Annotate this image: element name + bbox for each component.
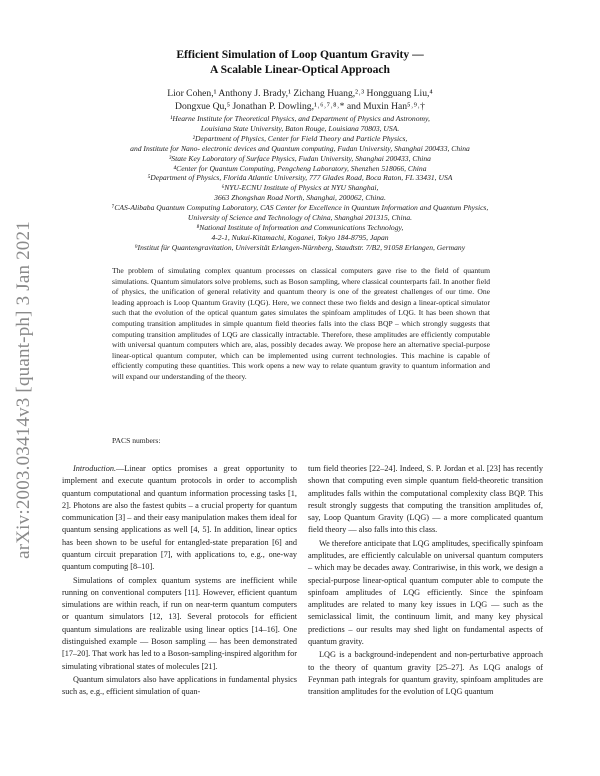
body-paragraph: Quantum simulators also have applications in fundamental physics such as, e.g., efficient simulation of quan-: [62, 674, 297, 697]
arxiv-stamp-text: arXiv:2003.03414v3 [quant-ph] 3 Jan 2021: [13, 221, 34, 559]
affiliation-line: ⁹Institut für Quantengravitation, Universität Erlangen-Nürnberg, Staudtstr. 7/B2, 91058 Erlangen, Germany: [134, 242, 466, 252]
paper-title: [60, 48, 540, 77]
body-paragraph: LQG is a background-independent and non-perturbative approach to the theory of quantum gravity [25–27]. As LQG analogs of Feynman path integrals for quantum gravity, spinfoam amplitudes are transition amplitudes for the evolution of LQG quantum: [308, 650, 543, 697]
paper-title-line-2: A Scalable Linear-Optical Approach: [209, 62, 391, 76]
affiliation-line: and Institute for Nano- electronic devices and Quantum computing, Fudan University, Shanghai 200433, China: [130, 143, 470, 153]
left-column: [62, 463, 297, 698]
affiliation-line: ²Department of Physics, Center for Field Theory and Particle Physics,: [192, 133, 408, 143]
author-line-1: Lior Cohen,¹ Anthony J. Brady,¹ Zichang Huang,²˒³ Hongguang Liu,⁴: [167, 88, 433, 99]
affiliation-line: ³State Key Laboratory of Surface Physics, Fudan University, Shanghai 200433, China: [169, 153, 431, 163]
affiliation-line: ⁶NYU-ECNU Institute of Physics at NYU Shanghai,: [221, 183, 379, 193]
affiliation-line: University of Science and Technology of China, Shanghai 201315, China.: [187, 213, 413, 223]
body-paragraph: We therefore anticipate that LQG amplitudes, specifically spinfoam amplitudes, are efficiently calculable on universal quantum computers – which may be decades away. Contrariwise, in this work, we design a special-purpose linear-optical quantum computer able to compute the spinfoam amplitudes of LQG efficiently. Since the spinfoam amplitudes are related to many key issues in LQG — such as the semiclassical limit, the continuum limit, and many key physical predictions – our results may shed light on fundamental aspects of quantum gravity.: [308, 538, 543, 646]
abstract: The problem of simulating complex quantum processes on classical computers gave rise to the field of quantum simulations. Quantum simulators solve problems, such as Boson sampling, where classical counterparts fail. In another field of physics, the unification of general relativity and quantum theory is one of the greatest challenges of our time. One leading approach is Loop Quantum Gravity (LQG). Here, we connect these two fields and design a linear-optical simulator such that the evolution of the optical quantum gates simulates the spinfoam amplitudes of LQG. It has been shown that computing transition amplitudes in simple quantum field theories falls into the class BQP – which strongly suggests that computing transition amplitudes of LQG are classically intractable. Therefore, these amplitudes are efficiently computable with universal quantum computers which are, alas, possibly decades away. We propose here an alternative special-purpose linear-optical quantum computer, which can be implemented using current technologies. This machine is capable of efficiently computing these quantities. This work opens a new way to relate quantum gravity to quantum information and will expand our understanding of the theory.: [112, 266, 490, 381]
pacs-numbers: PACS numbers:: [112, 436, 161, 445]
affiliation-line: ¹Hearne Institute for Theoretical Physics, and Department of Physics and Astronomy,: [170, 114, 430, 123]
affiliation-line: 3663 Zhongshan Road North, Shanghai, 200062, China.: [214, 193, 386, 203]
affiliation-list: [60, 114, 540, 253]
intro-text: —Linear optics promises a great opportunity to implement and execute quantum protocols in order to accomplish quantum computational and quantum information processing tasks [1, 2]. Photons are also the fastest qubits – a crucial property for quantum communication [3] – and their easy manipulation makes them ideal for quantum sensing applications as well [4, 5]. In addition, linear optics has been shown to be useful for entangled-state preparation [6] and quantum circuit preparation [7], with applications to, e.g., one-way quantum computing [8–10].: [62, 464, 297, 572]
body-paragraph: Simulations of complex quantum systems are inefficient while running on conventional computers [11]. However, efficient quantum simulations are within reach, if run on near-term quantum computers or quantum simulators [12, 13]. Several protocols for efficient quantum simulations are realizable using linear optics [14–16]. One distinguished example — Boson sampling — has been demonstrated [17–20]. That work has led to a Boson-sampling-inspired algorithm for simulating vibrational states of molecules [21].: [62, 575, 297, 671]
affiliation-line: ⁸National Institute of Information and Communications Technology,: [196, 222, 404, 232]
intro-paragraph: [62, 463, 297, 574]
paper-title-line-1: Efficient Simulation of Loop Quantum Gravity —: [176, 48, 424, 61]
affiliation-line: Louisiana State University, Baton Rouge, Louisiana 70803, USA.: [200, 123, 400, 133]
body-paragraph-continued: tum field theories [22–24]. Indeed, S. P. Jordan et al. [23] has recently shown that computing even simple quantum field-theoretic transition amplitudes falls within the computational complexity class BQP. This result strongly suggests that computing the transition amplitudes of, say, Loop Quantum Gravity (LQG) — a more complicated quantum field theory — also falls into this class.: [308, 464, 543, 535]
intro-label: Introduction.: [73, 464, 117, 473]
author-list: [60, 87, 540, 113]
affiliation-line: ⁷CAS-Alibaba Quantum Computing Laboratory, CAS Center for Excellence in Quantum Information and Quantum Physics,: [111, 203, 489, 213]
author-line-2: Dongxue Qu,⁵ Jonathan P. Dowling,¹˒⁶˒⁷˒⁸˒* and Muxin Han⁵˒⁹˒†: [175, 101, 425, 112]
right-column: [308, 463, 543, 698]
arxiv-stamp: [2, 195, 46, 585]
affiliation-line: 4-2-1, Nukui-Kitamachi, Koganei, Tokyo 184-8795, Japan: [211, 232, 389, 242]
affiliation-line: ⁴Center for Quantum Computing, Pengcheng Laboratory, Shenzhen 518066, China: [173, 163, 427, 173]
affiliation-line: ⁵Department of Physics, Florida Atlantic University, 777 Glades Road, Boca Raton, FL 33431, USA: [147, 173, 453, 183]
